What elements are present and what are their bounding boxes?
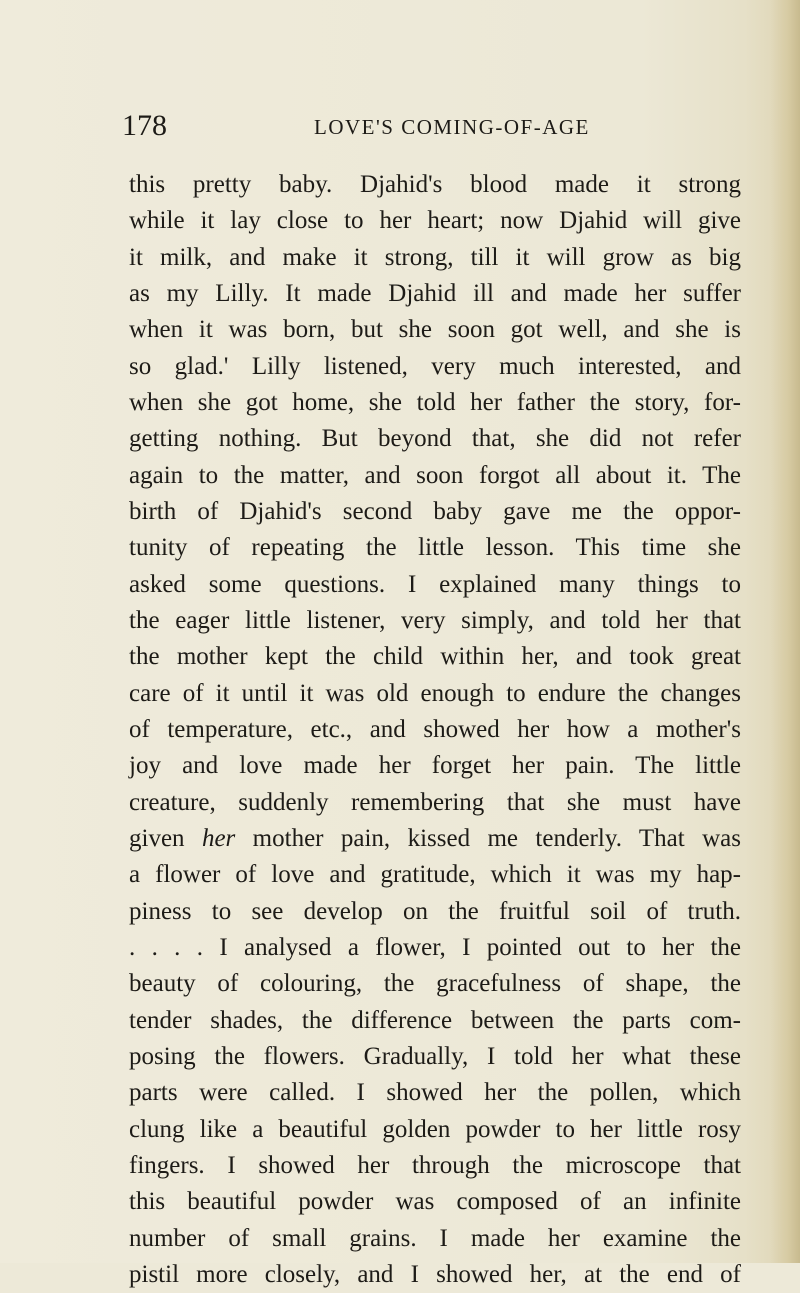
body-text [129,167,741,1293]
text-line: piness to see develop on the fruitful soil of truth. [129,897,741,925]
text-line: birth of Djahid's second baby gave me the oppor- [129,497,741,525]
text-line: number of small grains. I made her examine the [129,1224,741,1252]
text-line: fingers. I showed her through the microscope that [129,1151,741,1179]
text-line: it milk, and make it strong, till it will grow as big [129,243,741,271]
text-line: as my Lilly. It made Djahid ill and made her suffer [129,279,741,307]
text-line: so glad.' Lilly listened, very much interested, and [129,352,741,380]
text-line: again to the matter, and soon forgot all about it. The [129,461,741,489]
text-line: joy and love made her forget her pain. The little [129,752,741,780]
text-segment: mother pain, kissed me tenderly. That was [235,824,741,852]
text-line: of temperature, etc., and showed her how a mother's [129,715,741,743]
text-line: when she got home, she told her father the story, for- [129,388,741,416]
page-number: 178 [122,109,167,142]
text-line: creature, suddenly remembering that she must have [129,788,741,816]
text-line: this pretty baby. Djahid's blood made it strong [129,171,741,198]
text-line: posing the flowers. Gradually, I told her what these [129,1042,741,1070]
text-line: tender shades, the difference between the parts com- [129,1006,741,1034]
page-edge-stain [770,0,800,1263]
text-line: beauty of colouring, the gracefulness of shape, the [129,970,741,998]
text-line: . . . . I analysed a flower, I pointed out to her the [129,933,741,961]
text-line: while it lay close to her heart; now Djahid will give [129,207,741,235]
text-segment: given [129,824,202,852]
italic-word: her [201,824,236,852]
text-line-with-italic [129,821,741,857]
text-line: the eager little listener, very simply, and told her that [129,606,741,634]
running-title: LOVE'S COMING-OF-AGE [314,115,590,139]
text-line: clung like a beautiful golden powder to her little rosy [129,1115,741,1143]
text-line: this beautiful powder was composed of an infinite [129,1188,741,1216]
text-line: a flower of love and gratitude, which it was my hap- [129,861,741,889]
text-line: the mother kept the child within her, and took great [129,643,741,671]
text-line: asked some questions. I explained many things to [129,570,741,598]
text-line: when it was born, but she soon got well, and she is [129,316,741,344]
text-line: pistil more closely, and I showed her, at the end of [129,1260,741,1288]
text-line: getting nothing. But beyond that, she did not refer [129,425,741,453]
text-line: tunity of repeating the little lesson. This time she [129,534,741,562]
running-head [122,108,742,144]
text-line: parts were called. I showed her the pollen, which [129,1079,741,1107]
text-line: care of it until it was old enough to endure the changes [129,679,741,707]
